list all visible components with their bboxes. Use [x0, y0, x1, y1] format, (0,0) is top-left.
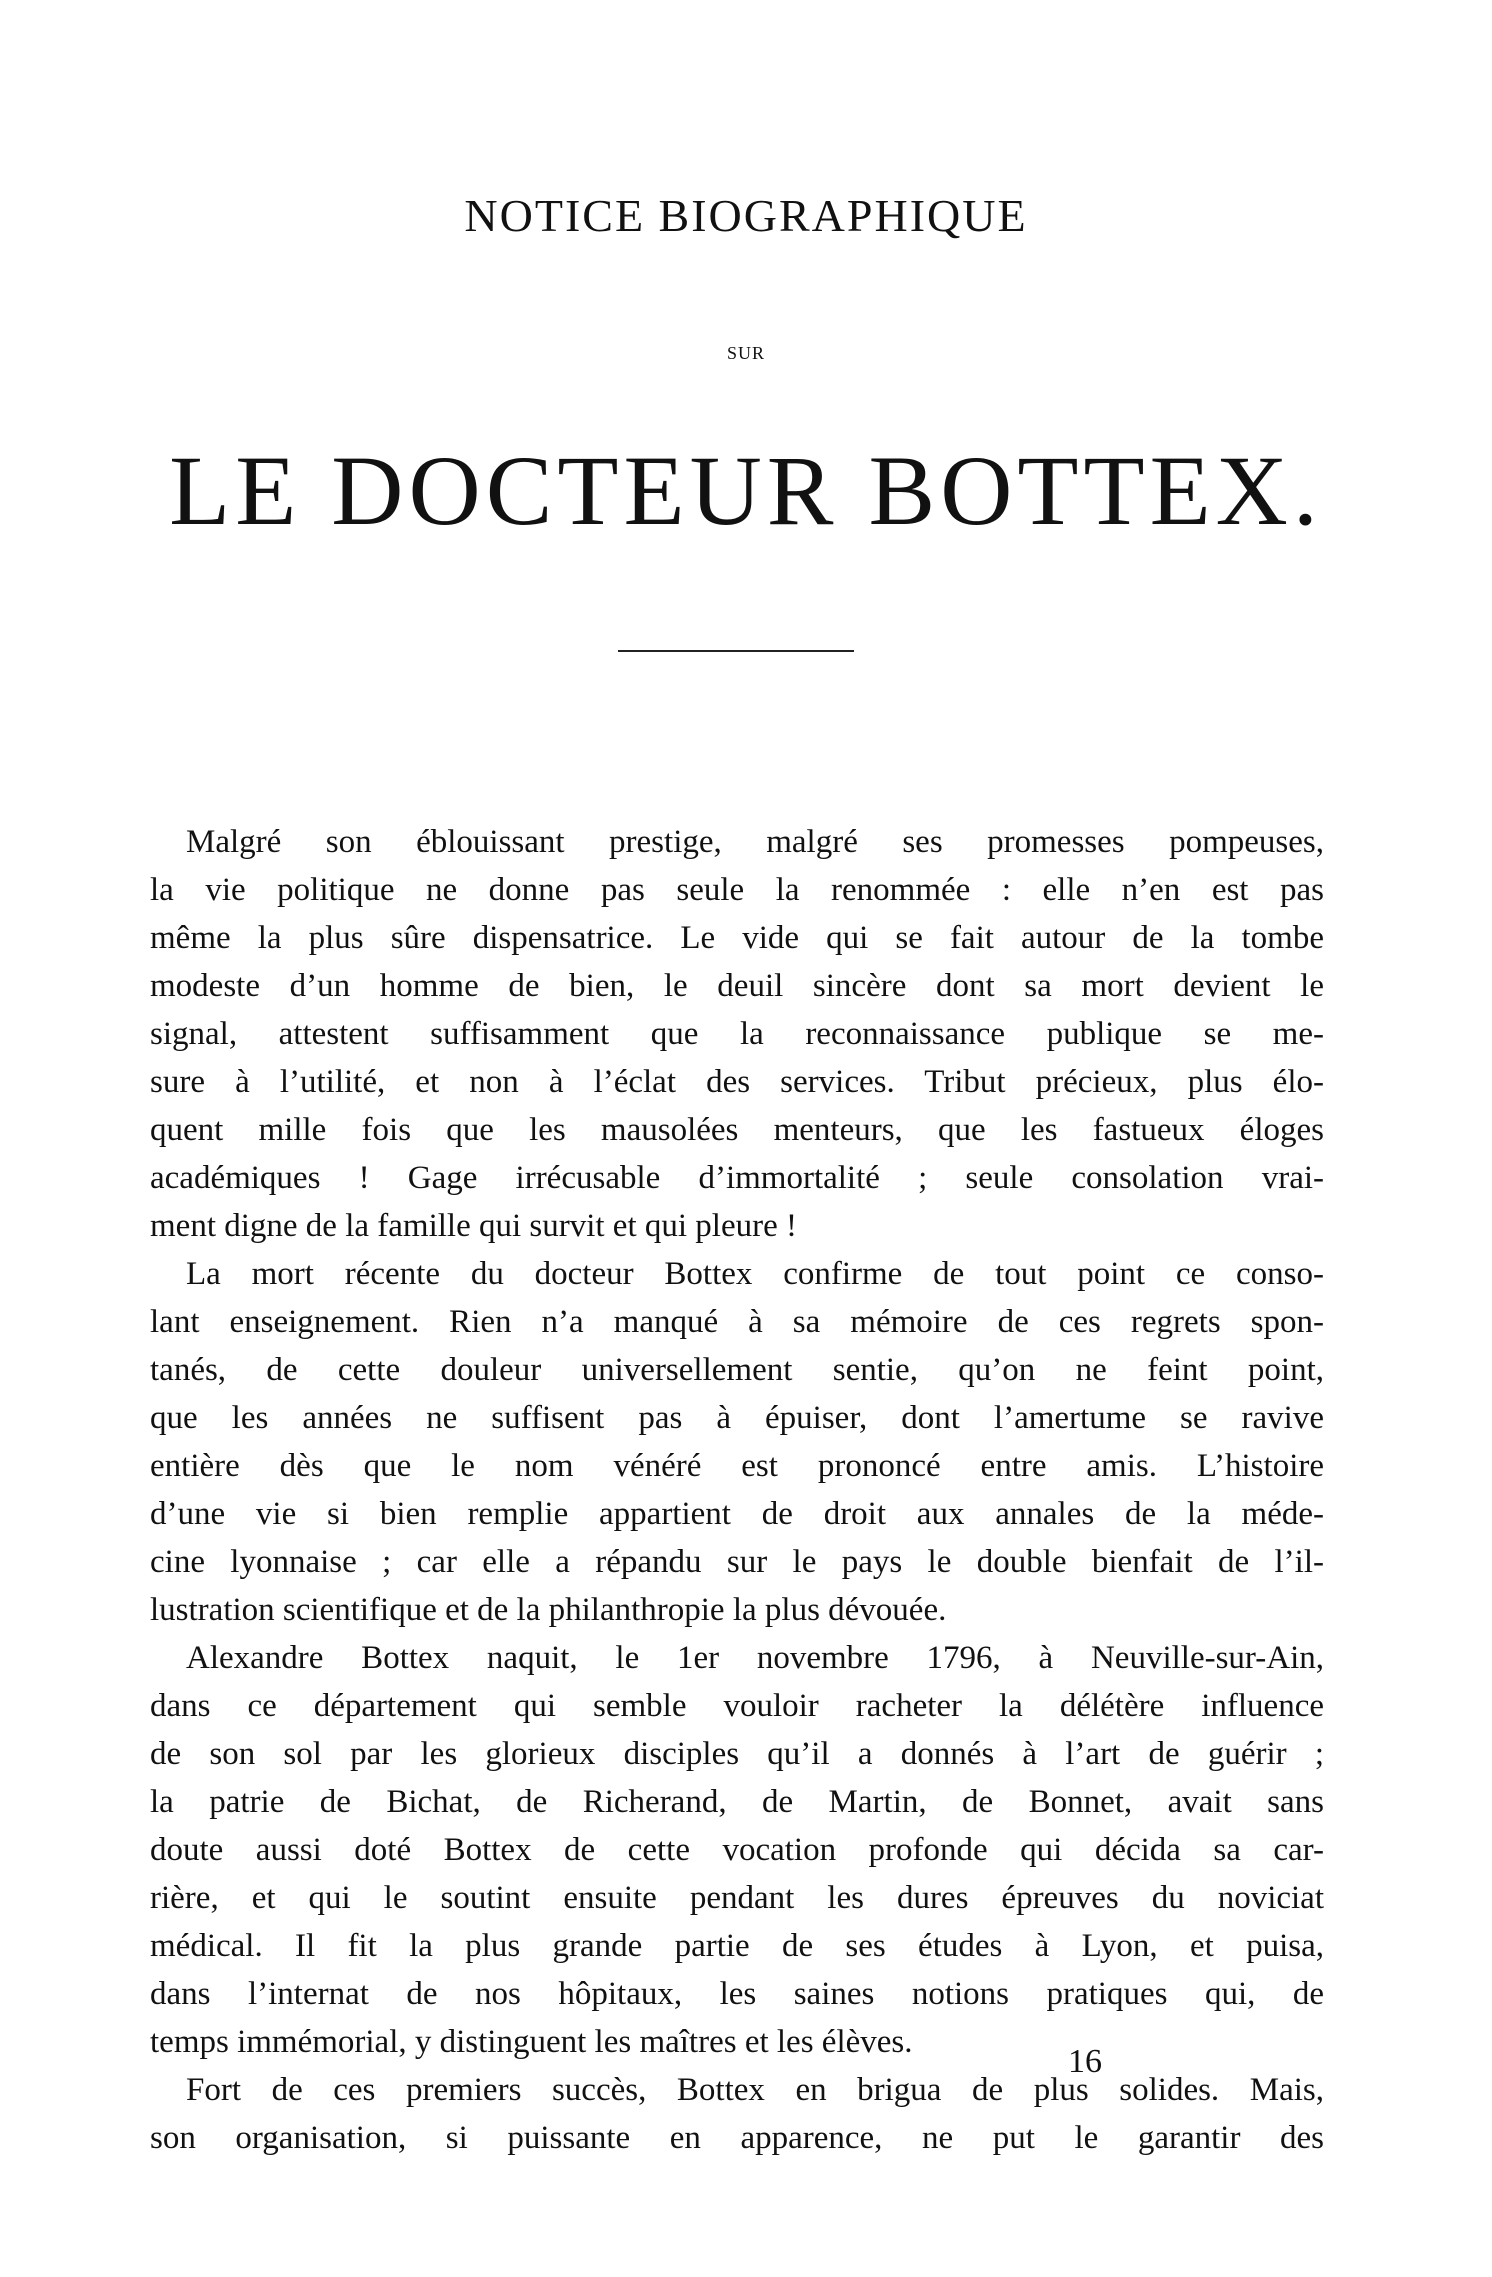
text-line: dans ce département qui semble vouloir racheter la délétère influence: [150, 1688, 1324, 1724]
text-line: lant enseignement. Rien n’a manqué à sa mémoire de ces regrets spon-: [150, 1304, 1324, 1340]
text-line: cine lyonnaise ; car elle a répandu sur le pays le double bienfait de l’il-: [150, 1544, 1324, 1580]
text-line: doute aussi doté Bottex de cette vocation profonde qui décida sa car-: [150, 1832, 1324, 1868]
text-line: même la plus sûre dispensatrice. Le vide qui se fait autour de la tombe: [150, 920, 1324, 956]
text-line: lustration scientifique et de la philanthropie la plus dévouée.: [150, 1592, 947, 1628]
text-line: Fort de ces premiers succès, Bottex en brigua de plus solides. Mais,: [186, 2072, 1324, 2108]
text-line: la patrie de Bichat, de Richerand, de Martin, de Bonnet, avait sans: [150, 1784, 1324, 1820]
text-line: quent mille fois que les mausolées menteurs, que les fastueux éloges: [150, 1112, 1324, 1148]
text-line: rière, et qui le soutint ensuite pendant les dures épreuves du noviciat: [150, 1880, 1324, 1916]
text-line: Alexandre Bottex naquit, le 1er novembre 1796, à Neuville-sur-Ain,: [186, 1640, 1324, 1676]
text-line: son organisation, si puissante en apparence, ne put le garantir des: [150, 2120, 1324, 2156]
text-line: signal, attestent suffisamment que la reconnaissance publique se me-: [150, 1016, 1324, 1052]
text-line: d’une vie si bien remplie appartient de droit aux annales de la méde-: [150, 1496, 1324, 1532]
text-line: La mort récente du docteur Bottex confirme de tout point ce conso-: [186, 1256, 1324, 1292]
text-line: académiques ! Gage irrécusable d’immortalité ; seule consolation vrai-: [150, 1160, 1324, 1196]
text-line: tanés, de cette douleur universellement sentie, qu’on ne feint point,: [150, 1352, 1324, 1388]
text-line: de son sol par les glorieux disciples qu’il a donnés à l’art de guérir ;: [150, 1736, 1324, 1772]
page-number: 16: [1068, 2043, 1102, 2080]
text-line: la vie politique ne donne pas seule la renommée : elle n’en est pas: [150, 872, 1324, 908]
text-line: sure à l’utilité, et non à l’éclat des services. Tribut précieux, plus élo-: [150, 1064, 1324, 1100]
main-title: LE DOCTEUR BOTTEX.: [169, 435, 1323, 546]
notice-title: NOTICE BIOGRAPHIQUE: [464, 190, 1028, 241]
text-line: médical. Il fit la plus grande partie de ses études à Lyon, et puisa,: [150, 1928, 1324, 1964]
text-line: que les années ne suffisent pas à épuiser, dont l’amertume se ravive: [150, 1400, 1324, 1436]
text-line: entière dès que le nom vénéré est prononcé entre amis. L’histoire: [150, 1448, 1324, 1484]
text-line: modeste d’un homme de bien, le deuil sincère dont sa mort devient le: [150, 968, 1324, 1004]
text-line: dans l’internat de nos hôpitaux, les saines notions pratiques qui, de: [150, 1976, 1324, 2012]
body-text: [150, 818, 1324, 2162]
notice-subtitle: SUR: [726, 343, 765, 363]
text-line: temps immémorial, y distinguent les maîtres et les élèves.: [150, 2024, 913, 2060]
text-line: ment digne de la famille qui survit et qui pleure !: [150, 1208, 797, 1244]
section-divider: [618, 650, 854, 652]
text-line: Malgré son éblouissant prestige, malgré ses promesses pompeuses,: [186, 824, 1324, 860]
